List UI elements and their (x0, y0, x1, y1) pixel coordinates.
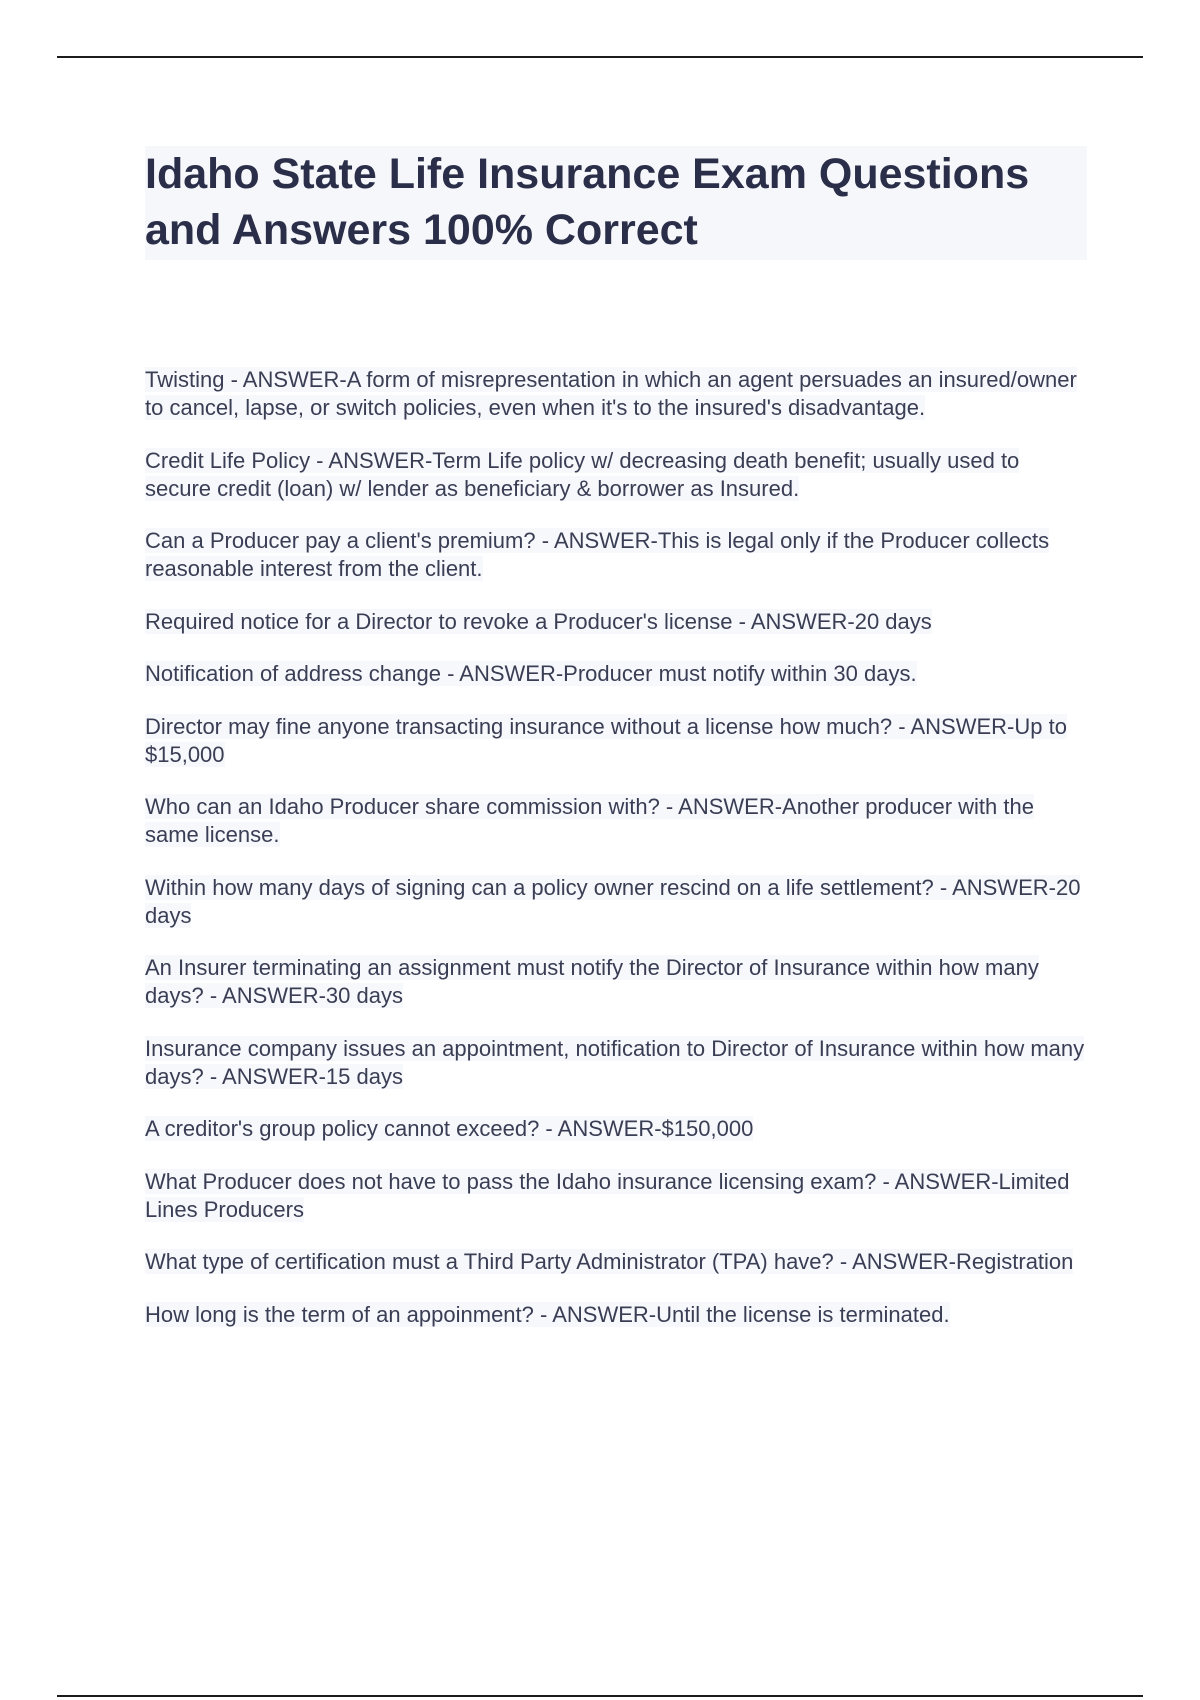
qa-item-life-settlement-rescind: Within how many days of signing can a policy owner rescind on a life settlement? - ANSWER-20 days (145, 874, 1081, 928)
qa-item-revoke-license-notice: Required notice for a Director to revoke a Producer's license - ANSWER-20 days (145, 608, 932, 634)
qa-item-twisting: Twisting - ANSWER-A form of misrepresentation in which an agent persuades an insured/owner to cancel, lapse, or switch policies, even when it's to the insured's disadvantage. (145, 367, 1077, 420)
qa-item-credit-life-policy: Credit Life Policy - ANSWER-Term Life policy w/ decreasing death benefit; usually used to secure credit (loan) w/ lender as beneficiary & borrower as Insured. (145, 447, 1020, 501)
top-rule (57, 56, 1143, 58)
qa-item-licensing-exam-exempt: What Producer does not have to pass the Idaho insurance licensing exam? - ANSWER-Limited Lines Producers (145, 1168, 1070, 1222)
qa-list (145, 366, 1085, 1353)
qa-item-creditor-group-policy: A creditor's group policy cannot exceed? - ANSWER-$150,000 (145, 1116, 754, 1141)
qa-item-terminating-assignment: An Insurer terminating an assignment must notify the Director of Insurance within how many days? - ANSWER-30 days (145, 955, 1039, 1008)
qa-item-producer-pay-premium: Can a Producer pay a client's premium? - ANSWER-This is legal only if the Producer collects reasonable interest from the client. (145, 528, 1050, 581)
qa-item-address-change: Notification of address change - ANSWER-Producer must notify within 30 days. (145, 661, 917, 686)
qa-item-director-fine: Director may fine anyone transacting insurance without a license how much? - ANSWER-Up to $15,000 (145, 713, 1067, 767)
document-title: Idaho State Life Insurance Exam Questions and Answers 100% Correct (145, 150, 1030, 254)
qa-item-share-commission: Who can an Idaho Producer share commission with? - ANSWER-Another producer with the same license. (145, 794, 1034, 847)
qa-item-tpa-certification: What type of certification must a Third Party Administrator (TPA) have? - ANSWER-Registration (145, 1249, 1074, 1274)
title-block (145, 146, 1087, 260)
bottom-rule (57, 1695, 1143, 1697)
qa-item-appointment-notification: Insurance company issues an appointment, notification to Director of Insurance within how many days? - ANSWER-15 days (145, 1035, 1085, 1089)
qa-item-appointment-term: How long is the term of an appoinment? - ANSWER-Until the license is terminated. (145, 1301, 950, 1327)
